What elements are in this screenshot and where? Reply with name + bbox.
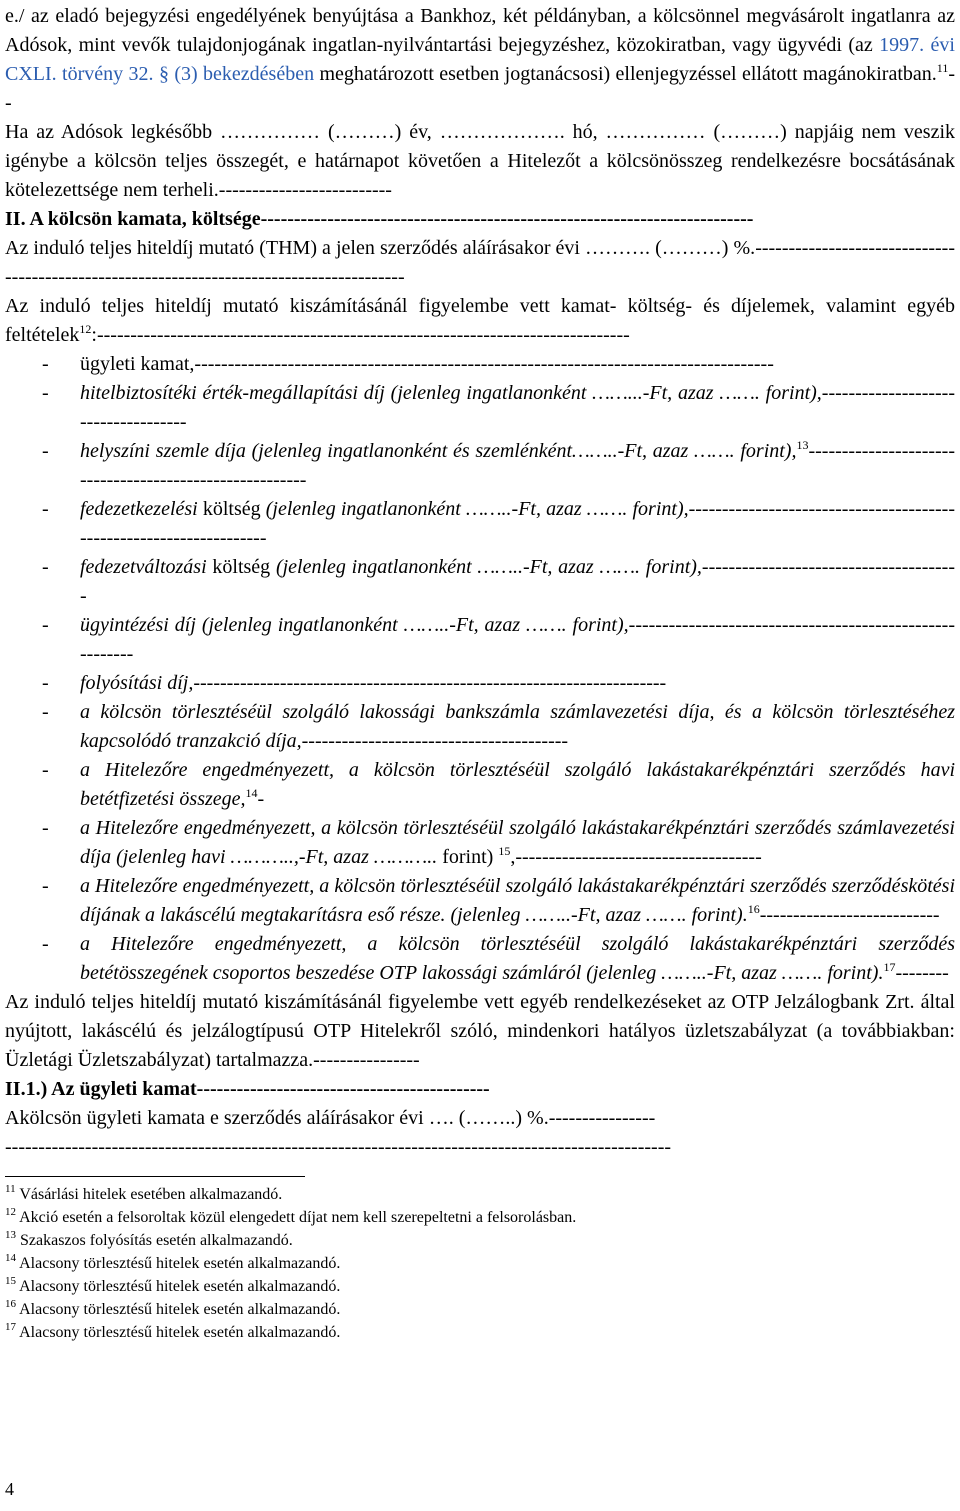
paragraph-e-dashes: - - xyxy=(5,63,955,114)
item-text: a Hitelezőre engedményezett, a kölcsön törlesztéséül szolgáló lakástakarékpénztári szerződés számlavezetési díja (jelenleg havi ………..,-Ft, azaz ……….. xyxy=(80,817,955,868)
cost-element-item xyxy=(5,379,955,437)
cost-element-item xyxy=(5,698,955,756)
paragraph-thm-elements xyxy=(5,292,955,350)
cost-element-item xyxy=(5,350,955,379)
footnote-number: 13 xyxy=(5,1229,16,1241)
footnote-number: 16 xyxy=(5,1298,16,1310)
footnote-number: 14 xyxy=(5,1252,16,1264)
footnote-number: 12 xyxy=(5,1206,16,1218)
cost-element-item xyxy=(5,872,955,930)
heading-section-2-1: II.1.) Az ügyleti kamat-------------------------------------------- xyxy=(5,1078,490,1100)
separator-dashes: ---------------------------------------------------------------------------------------------------- xyxy=(5,1136,672,1158)
item-text: fedezetkezelési xyxy=(80,498,198,520)
law-link-1997-cxli[interactable]: 1997. évi CXLI. törvény 32. xyxy=(5,34,955,85)
item-text: ---------------------------------------- xyxy=(301,730,569,752)
footnote-ref-12[interactable]: 12 xyxy=(79,322,92,336)
item-text: helyszíni szemle díja (jelenleg ingatlanonként és szemlénként……..-Ft, azaz ……. forint), xyxy=(80,440,797,462)
paragraph-other-provisions: Az induló teljes hiteldíj mutató kiszámításánál figyelembe vett egyéb rendelkezéseket az OTP Jelzálogbank Zrt. által nyújtott, lakáscélú és jelzálogtípusú OTP Hitelekről szóló, mindenkori hatályos üzletszabályzat (a továbbiakban: Üzletági Üzletszabályzat) tartalmazza.---------------- xyxy=(5,991,955,1071)
list-dash: - xyxy=(42,353,49,375)
footnote-text: Alacsony törlesztésű hitelek esetén alkalmazandó. xyxy=(19,1255,341,1272)
footnote-text: Szakaszos folyósítás esetén alkalmazandó. xyxy=(20,1232,293,1249)
footnote-ref-14[interactable]: 14 xyxy=(245,786,258,800)
thm-elements-text: Az induló teljes hiteldíj mutató kiszámításánál figyelembe vett kamat- költség- és díjelemek, valamint egyéb feltételek xyxy=(5,295,955,346)
item-text: -------- xyxy=(895,962,949,984)
cost-element-item xyxy=(5,669,955,698)
footnote-number: 11 xyxy=(5,1183,16,1195)
footnote-number: 15 xyxy=(5,1275,16,1287)
thm-elements-tail: :-------------------------------------------------------------------------------- xyxy=(91,324,630,346)
list-dash: - xyxy=(42,556,49,578)
list-dash: - xyxy=(42,759,49,781)
page-number: 4 xyxy=(5,1479,14,1499)
footnotes xyxy=(5,1183,955,1344)
list-dash: - xyxy=(42,701,49,723)
footnote xyxy=(5,1252,955,1275)
footnote-ref-17[interactable]: 17 xyxy=(883,960,896,974)
law-link-paragraph-3[interactable]: § (3) bekezdésében xyxy=(158,63,315,85)
list-dash: - xyxy=(42,440,49,462)
item-text: fedezetváltozási xyxy=(80,556,207,578)
footnote xyxy=(5,1321,955,1344)
item-text: forint) xyxy=(442,846,499,868)
footnote-text: Alacsony törlesztésű hitelek esetén alkalmazandó. xyxy=(19,1324,341,1341)
paragraph-deadline: Ha az Adósok legkésőbb …………… (………) év, ………………. hó, …………… (………) napjáig nem veszik igénybe a kölcsön teljes összegét, e határnapot követően a Hitelezőt a kölcsönösszeg rendelkezésre bocsátásának kötelezettsége nem terheli.-------------------------- xyxy=(5,121,955,201)
list-dash: - xyxy=(42,933,49,955)
footnote-separator xyxy=(5,1176,305,1177)
footnote-text: Alacsony törlesztésű hitelek esetén alkalmazandó. xyxy=(19,1278,341,1295)
item-text: - xyxy=(257,788,265,810)
item-text: (jelenleg ingatlanonként ……..-Ft, azaz ……. forint),-------------------------------------------------------------------- xyxy=(80,498,956,549)
document-page xyxy=(5,2,955,1344)
item-text: hitelbiztosítéki érték-megállapítási díj (jelenleg ingatlanonként ……...-Ft, azaz ……. forint),------------------------------------ xyxy=(80,382,955,433)
footnote xyxy=(5,1183,955,1206)
list-dash: - xyxy=(42,614,49,636)
item-text: -------------------------------------------------------- xyxy=(80,440,955,491)
item-text: költség xyxy=(206,556,276,578)
item-text: ügyleti kamat,--------------------------------------------------------------------------------------- xyxy=(80,353,774,375)
footnote xyxy=(5,1298,955,1321)
footnote xyxy=(5,1229,955,1252)
item-text: a Hitelezőre engedményezett, a kölcsön törlesztéséül szolgáló lakástakarékpénztári szerződés havi betétfizetési összege, xyxy=(80,759,955,810)
cost-element-item xyxy=(5,437,955,495)
list-dash: - xyxy=(42,672,49,694)
thm-text: Az induló teljes hiteldíj mutató (THM) a jelen szerződés aláírásakor évi ………. (………) %. xyxy=(5,237,756,259)
paragraph-e xyxy=(5,2,955,118)
item-text: ,------------------------------------- xyxy=(510,846,762,868)
item-text: a Hitelezőre engedményezett, a kölcsön törlesztéséül szolgáló lakástakarékpénztári szerződés betétösszegének csoportos beszedése OTP lakossági számláról (jelenleg ……..-Ft, azaz ……. forint). xyxy=(80,933,955,984)
cost-element-item xyxy=(5,814,955,872)
heading-section-2: II. A kölcsön kamata, költsége-------------------------------------------------------------------------- xyxy=(5,208,754,230)
list-dash: - xyxy=(42,875,49,897)
cost-element-item xyxy=(5,611,955,669)
footnote-ref-13[interactable]: 13 xyxy=(796,438,809,452)
item-text: a kölcsön törlesztéséül szolgáló lakossági bankszámla számlavezetési díja, és a kölcsön törlesztéséhez kapcsolódó tranzakció díja, xyxy=(80,701,955,752)
paragraph-e-text: e./ az eladó bejegyzési engedélyének benyújtása a Bankhoz, két példányban, a kölcsönnel megvásárolt ingatlanra az Adósok, mint vevők tulajdonjogának ingatlan-nyilvántartási bejegyzéshez, közokiratban, vagy ügyvédi (az xyxy=(5,5,955,56)
footnote-text: Alacsony törlesztésű hitelek esetén alkalmazandó. xyxy=(19,1301,341,1318)
footnote-ref-16[interactable]: 16 xyxy=(747,902,760,916)
list-dash: - xyxy=(42,817,49,839)
paragraph-e-text-cont: meghatározott esetben jogtanácsosi) ellenjegyzéssel ellátott magánokiratban. xyxy=(314,63,937,85)
list-dash: - xyxy=(42,498,49,520)
cost-element-item xyxy=(5,930,955,988)
item-text: költség xyxy=(197,498,266,520)
item-text: ----------------------------------------------------------------------- xyxy=(193,672,667,694)
footnote-ref-15[interactable]: 15 xyxy=(498,844,511,858)
footnote-number: 17 xyxy=(5,1321,16,1333)
list-dash: - xyxy=(42,382,49,404)
item-text: ügyintézési díj (jelenleg ingatlanonként ……..-Ft, azaz ……. forint),--------------------------------------------------------- xyxy=(80,614,955,665)
footnote-ref-11[interactable]: 11 xyxy=(936,61,949,75)
item-text: a Hitelezőre engedményezett, a kölcsön törlesztéséül szolgáló lakástakarékpénztári szerződés szerződéskötési díjának a lakáscélú megtakarításra eső része. (jelenleg ……..-Ft, azaz ……. forint). xyxy=(80,875,955,926)
footnote-text: Vásárlási hitelek esetében alkalmazandó. xyxy=(19,1186,283,1203)
cost-element-item xyxy=(5,553,955,611)
footnote xyxy=(5,1275,955,1298)
cost-element-list xyxy=(5,350,955,988)
paragraph-interest-rate: Akölcsön ügyleti kamata e szerződés aláírásakor évi …. (……..) %.---------------- xyxy=(5,1107,656,1129)
footnote xyxy=(5,1206,955,1229)
thm-dashes: ------------------------------------------------------------------------------------------ xyxy=(5,237,955,288)
cost-element-item xyxy=(5,756,955,814)
paragraph-thm xyxy=(5,234,955,292)
item-text: --------------------------- xyxy=(759,904,940,926)
cost-element-item xyxy=(5,495,955,553)
item-text: folyósítási díj, xyxy=(80,672,194,694)
footnote-text: Akció esetén a felsoroltak közül elengedett díjat nem kell szerepeltetni a felsorolásban. xyxy=(19,1209,577,1226)
item-text: (jelenleg ingatlanonként ……..-Ft, azaz ……. forint),--------------------------------------- xyxy=(80,556,955,607)
